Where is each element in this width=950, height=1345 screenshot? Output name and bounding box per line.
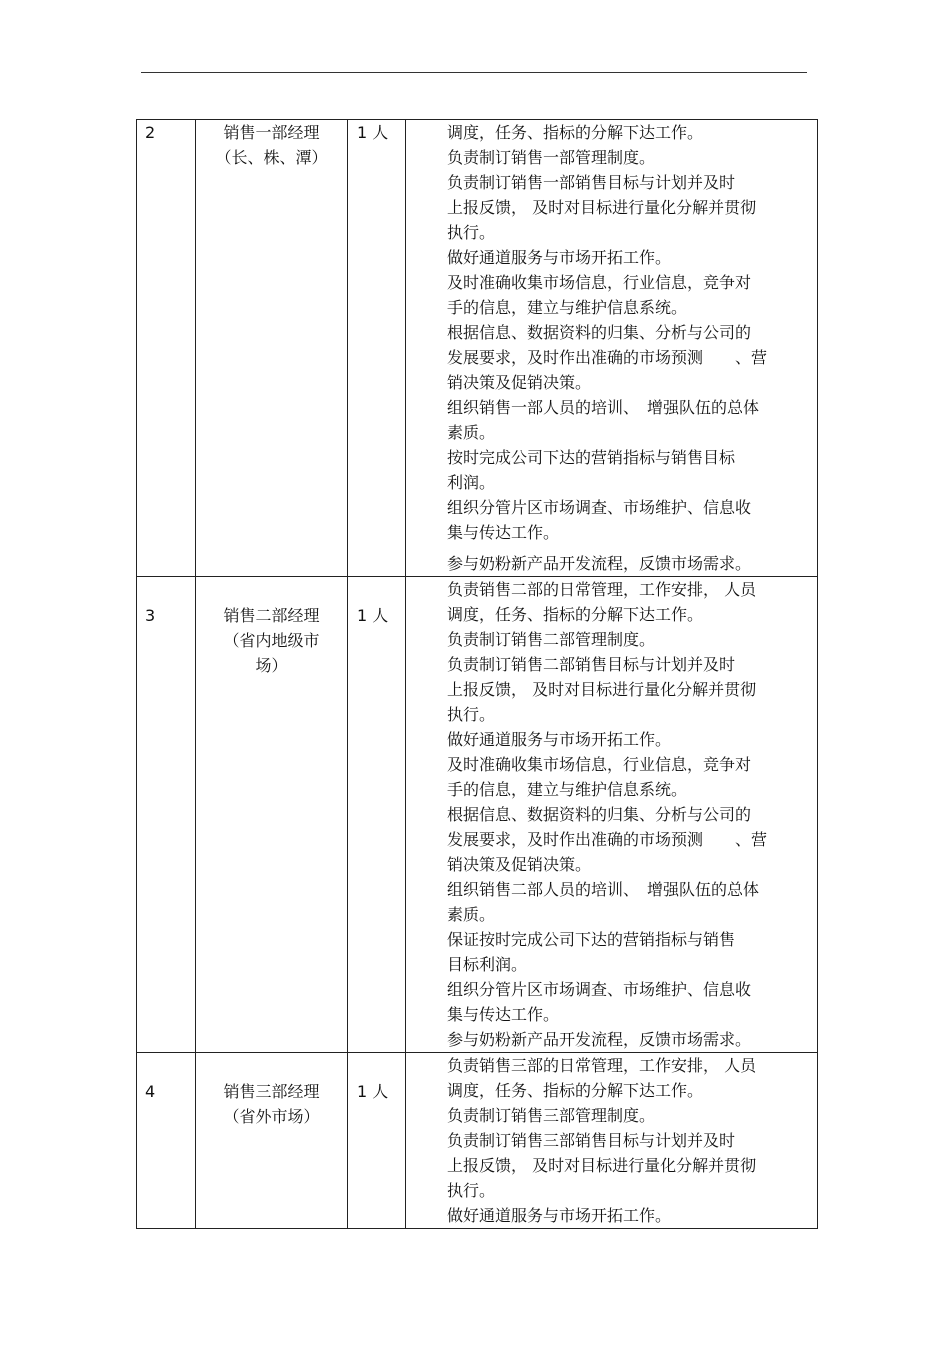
headcount-cell (348, 1053, 406, 1229)
duties-cell (406, 1053, 818, 1229)
duty-line: 发展要求，及时作出准确的市场预测 、营 (447, 830, 768, 849)
position-title-line: （省外市场） (223, 1107, 320, 1126)
row-number: 2 (145, 123, 156, 142)
duty-line: 素质。 (447, 905, 496, 924)
duty-line: 组织分管片区市场调查、市场维护、信息收 (447, 498, 752, 517)
duty-line: 组织销售二部人员的培训、 增强队伍的总体 (447, 880, 760, 899)
duty-line: 执行。 (447, 705, 496, 724)
duty-line: 上报反馈， 及时对目标进行量化分解并贯彻 (447, 198, 757, 217)
table-row (137, 1053, 818, 1229)
position-title-line: 销售二部经理 (223, 606, 320, 625)
duty-line: 集与传达工作。 (447, 523, 560, 542)
row-number: 3 (145, 606, 156, 625)
position-title-line: （长、株、潭） (215, 148, 328, 167)
duty-line: 执行。 (447, 1181, 496, 1200)
duty-line: 调度，任务、指标的分解下达工作。 (447, 123, 704, 142)
duty-line: 负责制订销售二部销售目标与计划并及时 (447, 655, 736, 674)
duty-line: 做好通道服务与市场开拓工作。 (447, 730, 672, 749)
row-number-cell (137, 577, 196, 1053)
duty-line: 执行。 (447, 223, 496, 242)
duty-line: 参与奶粉新产品开发流程，反馈市场需求。 (447, 1030, 752, 1049)
duty-line: 负责制订销售三部销售目标与计划并及时 (447, 1131, 736, 1150)
duty-line: 负责制订销售三部管理制度。 (447, 1106, 656, 1125)
duty-line: 手的信息，建立与维护信息系统。 (447, 780, 688, 799)
duty-line: 参与奶粉新产品开发流程，反馈市场需求。 (447, 554, 752, 573)
position-title-line: （省内地级市 (223, 631, 320, 650)
duty-line: 负责销售二部的日常管理，工作安排， 人员 (447, 580, 757, 599)
duty-line: 发展要求，及时作出准确的市场预测 、营 (447, 348, 768, 367)
duty-line: 销决策及促销决策。 (447, 855, 592, 874)
duty-line: 销决策及促销决策。 (447, 373, 592, 392)
duty-line: 调度，任务、指标的分解下达工作。 (447, 605, 704, 624)
position-title-cell (196, 120, 348, 577)
position-title-line: 场） (255, 656, 288, 675)
headcount-cell (348, 120, 406, 577)
headcount-cell (348, 577, 406, 1053)
duty-line: 根据信息、数据资料的归集、分析与公司的 (447, 323, 752, 342)
position-title-cell (196, 1053, 348, 1229)
duty-line: 上报反馈， 及时对目标进行量化分解并贯彻 (447, 680, 757, 699)
duty-line: 上报反馈， 及时对目标进行量化分解并贯彻 (447, 1156, 757, 1175)
header-rule (141, 72, 807, 73)
duty-line: 及时准确收集市场信息，行业信息，竞争对 (447, 755, 752, 774)
row-number-cell (137, 1053, 196, 1229)
duty-line: 调度，任务、指标的分解下达工作。 (447, 1081, 704, 1100)
headcount: 1 人 (357, 1082, 389, 1101)
duty-line: 及时准确收集市场信息，行业信息，竞争对 (447, 273, 752, 292)
position-title-line: 销售一部经理 (223, 123, 320, 142)
row-number: 4 (145, 1082, 156, 1101)
duty-line: 按时完成公司下达的营销指标与销售目标 (447, 448, 736, 467)
duty-line: 集与传达工作。 (447, 1005, 560, 1024)
table-row (137, 577, 818, 1053)
duty-line: 负责制订销售一部销售目标与计划并及时 (447, 173, 736, 192)
duty-line: 素质。 (447, 423, 496, 442)
duty-line: 手的信息，建立与维护信息系统。 (447, 298, 688, 317)
duty-line: 组织分管片区市场调查、市场维护、信息收 (447, 980, 752, 999)
duty-line: 根据信息、数据资料的归集、分析与公司的 (447, 805, 752, 824)
headcount: 1 人 (357, 123, 389, 142)
duties-cell (406, 120, 818, 577)
duty-line: 做好通道服务与市场开拓工作。 (447, 1206, 672, 1225)
table-row (137, 120, 818, 577)
duty-line: 组织销售一部人员的培训、 增强队伍的总体 (447, 398, 760, 417)
position-title-cell (196, 577, 348, 1053)
duty-line: 负责销售三部的日常管理，工作安排， 人员 (447, 1056, 757, 1075)
position-title-line: 销售三部经理 (223, 1082, 320, 1101)
headcount: 1 人 (357, 606, 389, 625)
duties-cell (406, 577, 818, 1053)
duty-line: 负责制订销售一部管理制度。 (447, 148, 656, 167)
duty-line: 目标利润。 (447, 955, 528, 974)
job-duties-table (136, 119, 818, 1229)
row-number-cell (137, 120, 196, 577)
duty-line: 负责制订销售二部管理制度。 (447, 630, 656, 649)
duty-line: 利润。 (447, 473, 496, 492)
duty-line: 保证按时完成公司下达的营销指标与销售 (447, 930, 736, 949)
duty-line: 做好通道服务与市场开拓工作。 (447, 248, 672, 267)
